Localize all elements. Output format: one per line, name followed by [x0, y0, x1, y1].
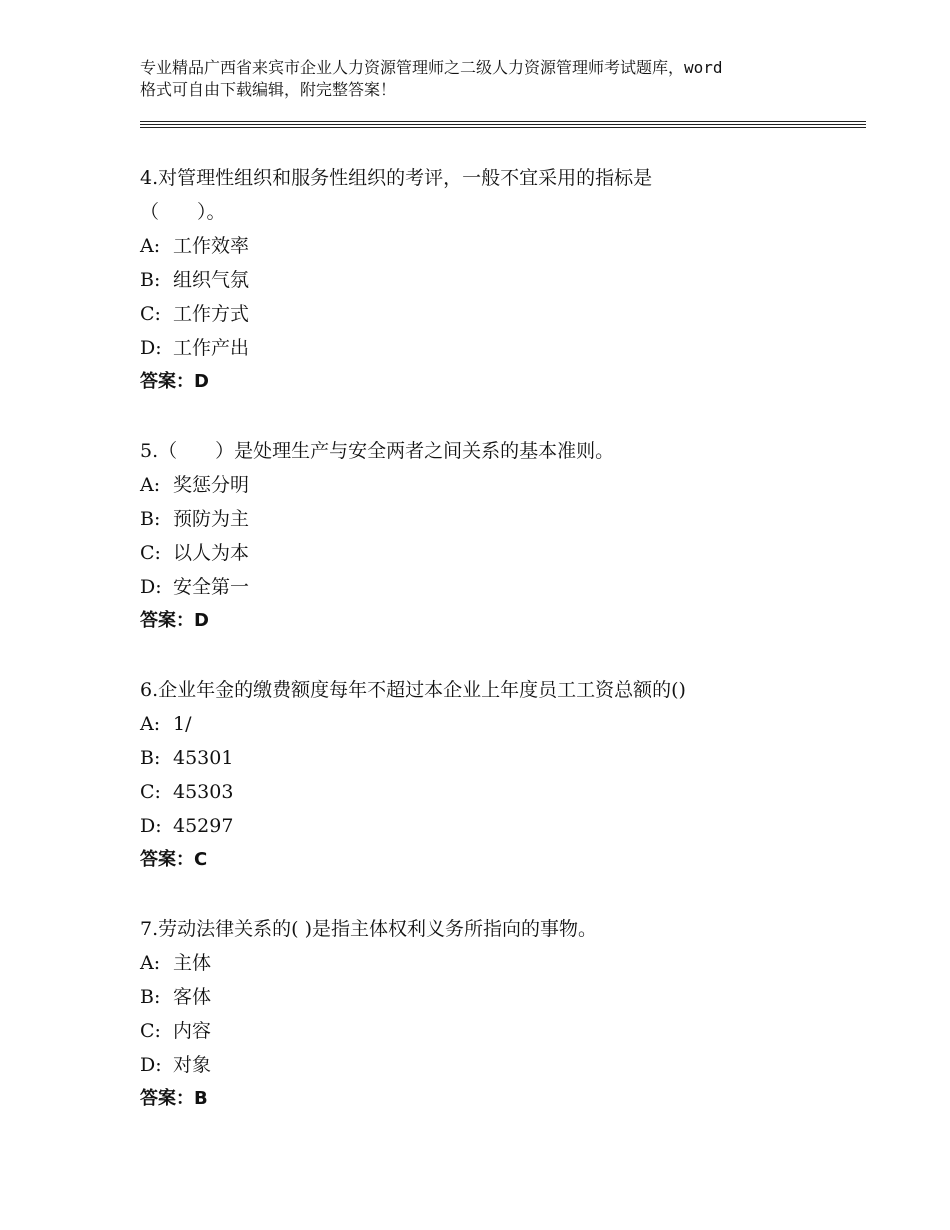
option-c: [140, 536, 840, 570]
question-5: [140, 434, 840, 638]
option-text: 安全第一: [173, 576, 250, 598]
option-label: C:: [140, 781, 161, 803]
option-a: [140, 707, 840, 741]
option-text: 工作效率: [173, 235, 250, 257]
option-text: 工作方式: [173, 303, 250, 325]
option-text: 45297: [173, 815, 234, 837]
question-stem: 7.劳动法律关系的( )是指主体权利义务所指向的事物。: [140, 918, 597, 940]
header-divider-3: [140, 127, 866, 128]
answer-value: C: [194, 849, 208, 870]
question-stem: 4.对管理性组织和服务性组织的考评，一般不宜采用的指标是: [140, 167, 653, 189]
option-b: [140, 741, 840, 775]
option-c: [140, 1014, 840, 1048]
question-stem: 6.企业年金的缴费额度每年不超过本企业上年度员工工资总额的(): [140, 679, 686, 701]
option-a: [140, 229, 840, 263]
option-text: 1/: [173, 713, 192, 735]
answer-value: D: [194, 371, 209, 392]
document-header: [140, 57, 840, 101]
option-label: A:: [140, 713, 161, 735]
question-stem-cont: （ ）。: [140, 201, 226, 223]
option-label: B:: [140, 747, 161, 769]
option-d: [140, 809, 840, 843]
option-text: 主体: [173, 952, 212, 974]
answer-value: D: [194, 610, 209, 631]
option-d: [140, 1048, 840, 1082]
option-d: [140, 570, 840, 604]
answer-line: [140, 604, 840, 638]
option-c: [140, 297, 840, 331]
answer-value: B: [194, 1088, 208, 1109]
option-label: C:: [140, 303, 161, 325]
option-b: [140, 980, 840, 1014]
option-a: [140, 946, 840, 980]
question-stem: 5.（ ）是处理生产与安全两者之间关系的基本准则。: [140, 440, 615, 462]
option-text: 组织气氛: [173, 269, 250, 291]
option-b: [140, 263, 840, 297]
answer-label: 答案：: [140, 1088, 194, 1109]
answer-label: 答案：: [140, 610, 194, 631]
option-d: [140, 331, 840, 365]
option-label: A:: [140, 235, 161, 257]
option-label: D:: [140, 337, 162, 359]
option-label: A:: [140, 474, 161, 496]
option-text: 奖惩分明: [173, 474, 250, 496]
question-6: [140, 673, 840, 877]
option-text: 客体: [173, 986, 212, 1008]
option-text: 45303: [173, 781, 234, 803]
option-label: B:: [140, 508, 161, 530]
option-label: D:: [140, 1054, 162, 1076]
option-a: [140, 468, 840, 502]
header-divider-1: [140, 121, 866, 122]
option-text: 对象: [173, 1054, 212, 1076]
option-text: 以人为本: [173, 542, 250, 564]
option-text: 工作产出: [173, 337, 250, 359]
option-label: B:: [140, 986, 161, 1008]
option-label: A:: [140, 952, 161, 974]
option-label: B:: [140, 269, 161, 291]
option-text: 内容: [173, 1020, 212, 1042]
question-4: [140, 161, 840, 399]
answer-line: [140, 843, 840, 877]
option-text: 预防为主: [173, 508, 250, 530]
option-label: D:: [140, 576, 162, 598]
answer-line: [140, 365, 840, 399]
question-7: [140, 912, 840, 1116]
option-label: C:: [140, 1020, 161, 1042]
option-text: 45301: [173, 747, 234, 769]
answer-line: [140, 1082, 840, 1116]
option-label: D:: [140, 815, 162, 837]
answer-label: 答案：: [140, 849, 194, 870]
header-line-2: 格式可自由下载编辑，附完整答案！: [140, 80, 397, 99]
option-label: C:: [140, 542, 161, 564]
header-line-1: 专业精品广西省来宾市企业人力资源管理师之二级人力资源管理师考试题库，word: [140, 58, 723, 77]
option-b: [140, 502, 840, 536]
option-c: [140, 775, 840, 809]
answer-label: 答案：: [140, 371, 194, 392]
header-divider-2: [140, 124, 866, 125]
